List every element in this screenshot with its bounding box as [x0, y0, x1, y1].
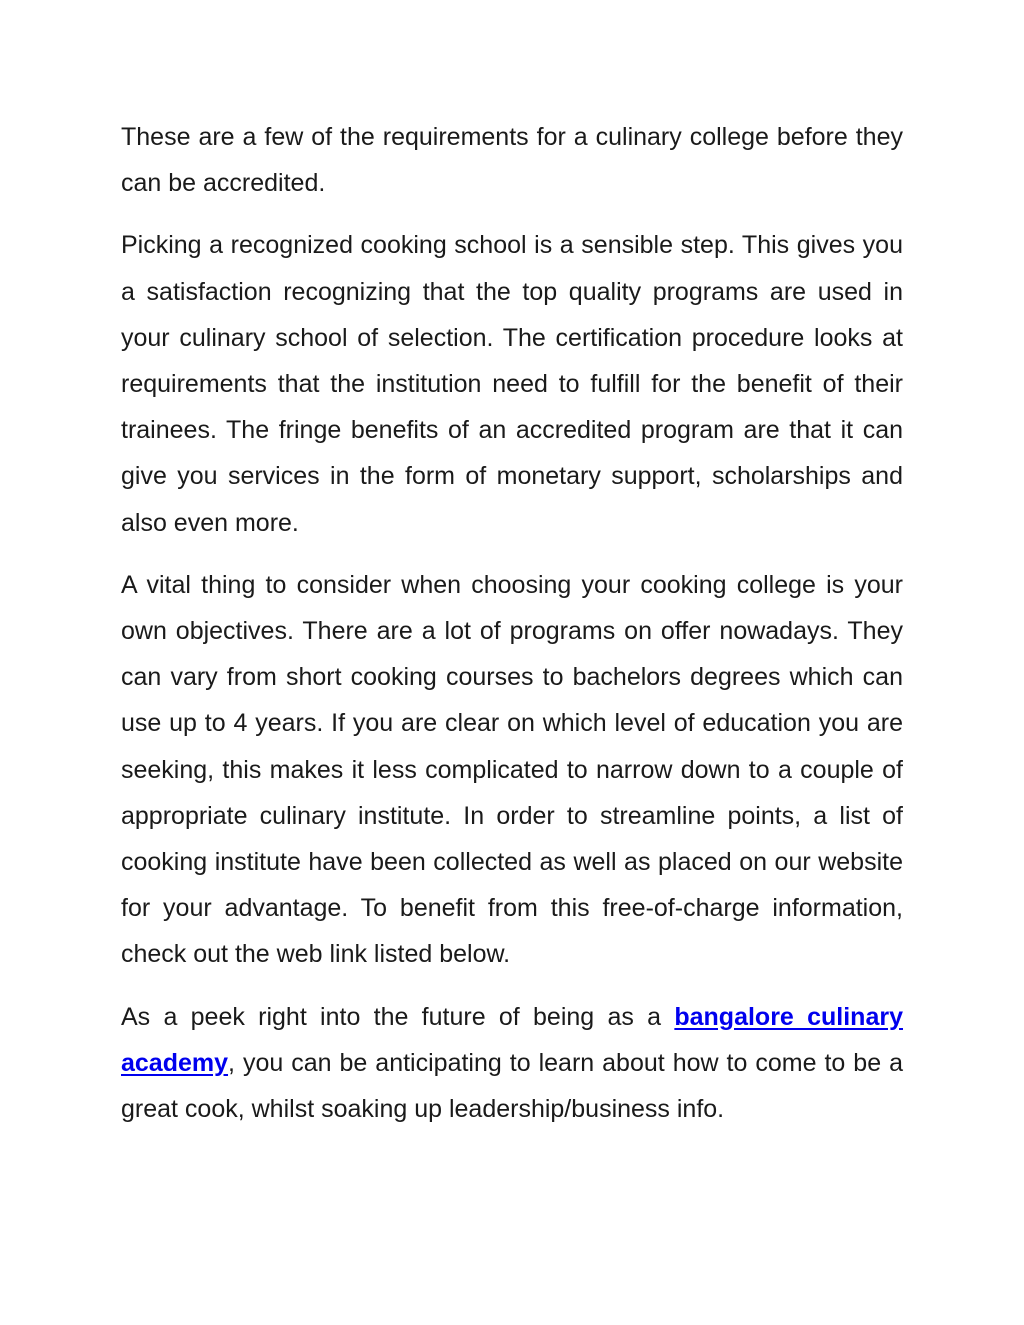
document-page — [121, 114, 903, 1148]
paragraph-future-tail: , you can be anticipating to learn about how to come to be a great cook, whilst soaking up leadership/business info. — [121, 1048, 903, 1124]
paragraph-future — [121, 994, 903, 1133]
paragraph-recognized-school: Picking a recognized cooking school is a sensible step. This gives you a satisfaction recognizing that the top quality programs are used in your culinary school of selection. The certification procedure looks at requirements that the institution need to fulfill for the benefit of their trainees. The fringe benefits of an accredited program are that it can give you services in the form of monetary support, scholarships and also even more. — [121, 231, 903, 537]
paragraph-accreditation-intro: These are a few of the requirements for a culinary college before they can be accredited. — [121, 123, 903, 198]
bangalore-culinary-academy-link[interactable]: bangalore culinary academy — [121, 1002, 903, 1077]
paragraph-future-lead: As a peek right into the future of being as a — [121, 1002, 675, 1031]
paragraph-objectives: A vital thing to consider when choosing your cooking college is your own objectives. There are a lot of programs on offer nowadays. They can vary from short cooking courses to bachelors degrees which can use up to 4 years. If you are clear on which level of education you are seeking, this makes it less complicated to narrow down to a couple of appropriate culinary institute. In order to streamline points, a list of cooking institute have been collected as well as placed on our website for your advantage. To benefit from this free-of-charge information, check out the web link listed below. — [121, 570, 903, 969]
